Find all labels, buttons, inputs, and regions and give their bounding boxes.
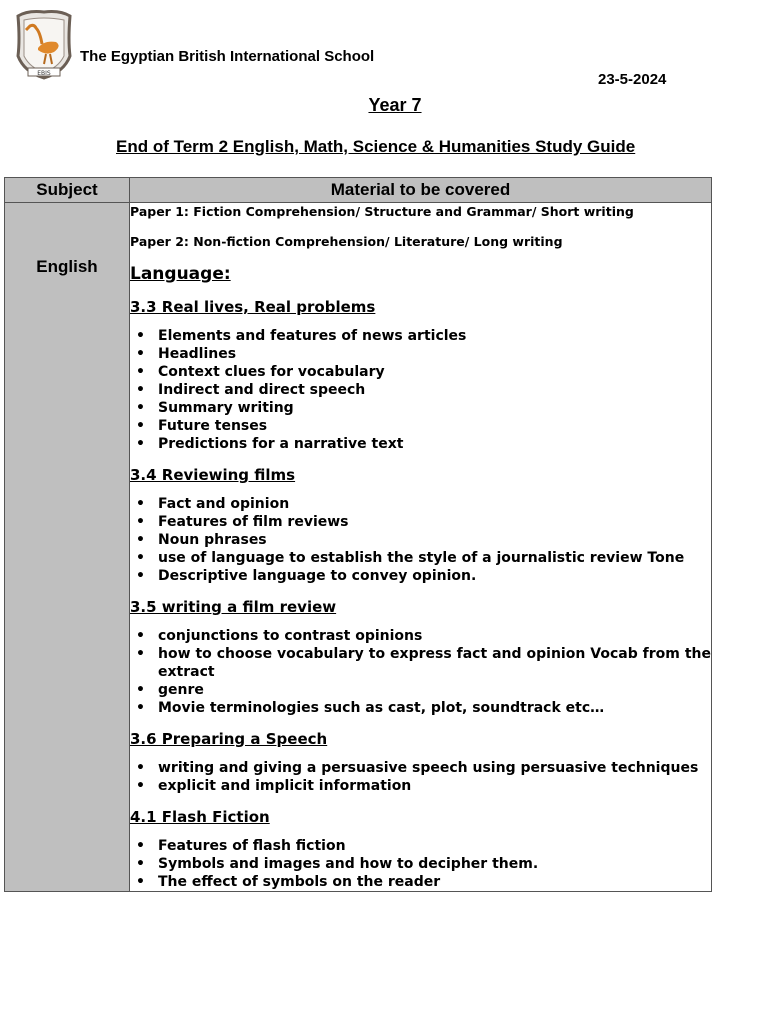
topic-item: • explicit and implicit information	[158, 777, 711, 795]
topic-item: • Headlines	[158, 345, 711, 363]
topic-item: • Fact and opinion	[158, 495, 711, 513]
topic-list	[130, 627, 711, 717]
study-guide-table	[4, 177, 712, 892]
language-heading: Language:	[130, 264, 231, 284]
school-logo	[14, 10, 74, 80]
material-column-header: Material to be covered	[130, 178, 712, 203]
topic-item: • Indirect and direct speech	[158, 381, 711, 399]
topic-item: • The effect of symbols on the reader	[158, 873, 711, 891]
topic-item: • conjunctions to contrast opinions	[158, 627, 711, 645]
topic-item: • how to choose vocabulary to express fact and opinion Vocab from the extract	[158, 645, 711, 681]
topic-item: • Context clues for vocabulary	[158, 363, 711, 381]
section-heading: 3.5 writing a film review	[130, 598, 337, 616]
topic-item: • writing and giving a persuasive speech using persuasive techniques	[158, 759, 711, 777]
topic-list	[130, 495, 711, 585]
topic-list	[130, 759, 711, 795]
topic-item: • use of language to establish the style of a journalistic review Tone	[158, 549, 711, 567]
subject-name: English	[36, 257, 98, 276]
section-heading: 4.1 Flash Fiction	[130, 808, 270, 826]
topic-list	[130, 327, 711, 453]
topic-item: • Features of film reviews	[158, 513, 711, 531]
section-heading: 3.4 Reviewing films	[130, 466, 296, 484]
topic-item: • Descriptive language to convey opinion.	[158, 567, 711, 585]
paper-1: Paper 1: Fiction Comprehension/ Structure and Grammar/ Short writing	[130, 204, 634, 219]
topic-item: • Future tenses	[158, 417, 711, 435]
topic-item: • genre	[158, 681, 711, 699]
section-heading: 3.6 Preparing a Speech	[130, 730, 328, 748]
topic-item: • Features of flash fiction	[158, 837, 711, 855]
topic-item: • Symbols and images and how to decipher them.	[158, 855, 711, 873]
logo-text: EBIS	[37, 70, 51, 77]
topic-list	[130, 837, 711, 891]
topic-item: • Noun phrases	[158, 531, 711, 549]
subject-column-header: Subject	[5, 178, 130, 203]
topic-item: • Summary writing	[158, 399, 711, 417]
study-guide-title: End of Term 2 English, Math, Science & Humanities Study Guide	[116, 137, 636, 156]
sections-container	[130, 297, 711, 891]
material-cell	[130, 203, 712, 892]
paper-2: Paper 2: Non-fiction Comprehension/ Literature/ Long writing	[130, 234, 563, 249]
section-heading: 3.3 Real lives, Real problems	[130, 298, 376, 316]
year-title: Year 7	[368, 95, 422, 115]
topic-item: • Elements and features of news articles	[158, 327, 711, 345]
subject-cell	[5, 203, 130, 892]
school-name: The Egyptian British International School	[80, 48, 375, 65]
topic-item: • Predictions for a narrative text	[158, 435, 711, 453]
topic-item: • Movie terminologies such as cast, plot, soundtrack etc…	[158, 699, 711, 717]
document-date: 23-5-2024	[598, 71, 667, 88]
